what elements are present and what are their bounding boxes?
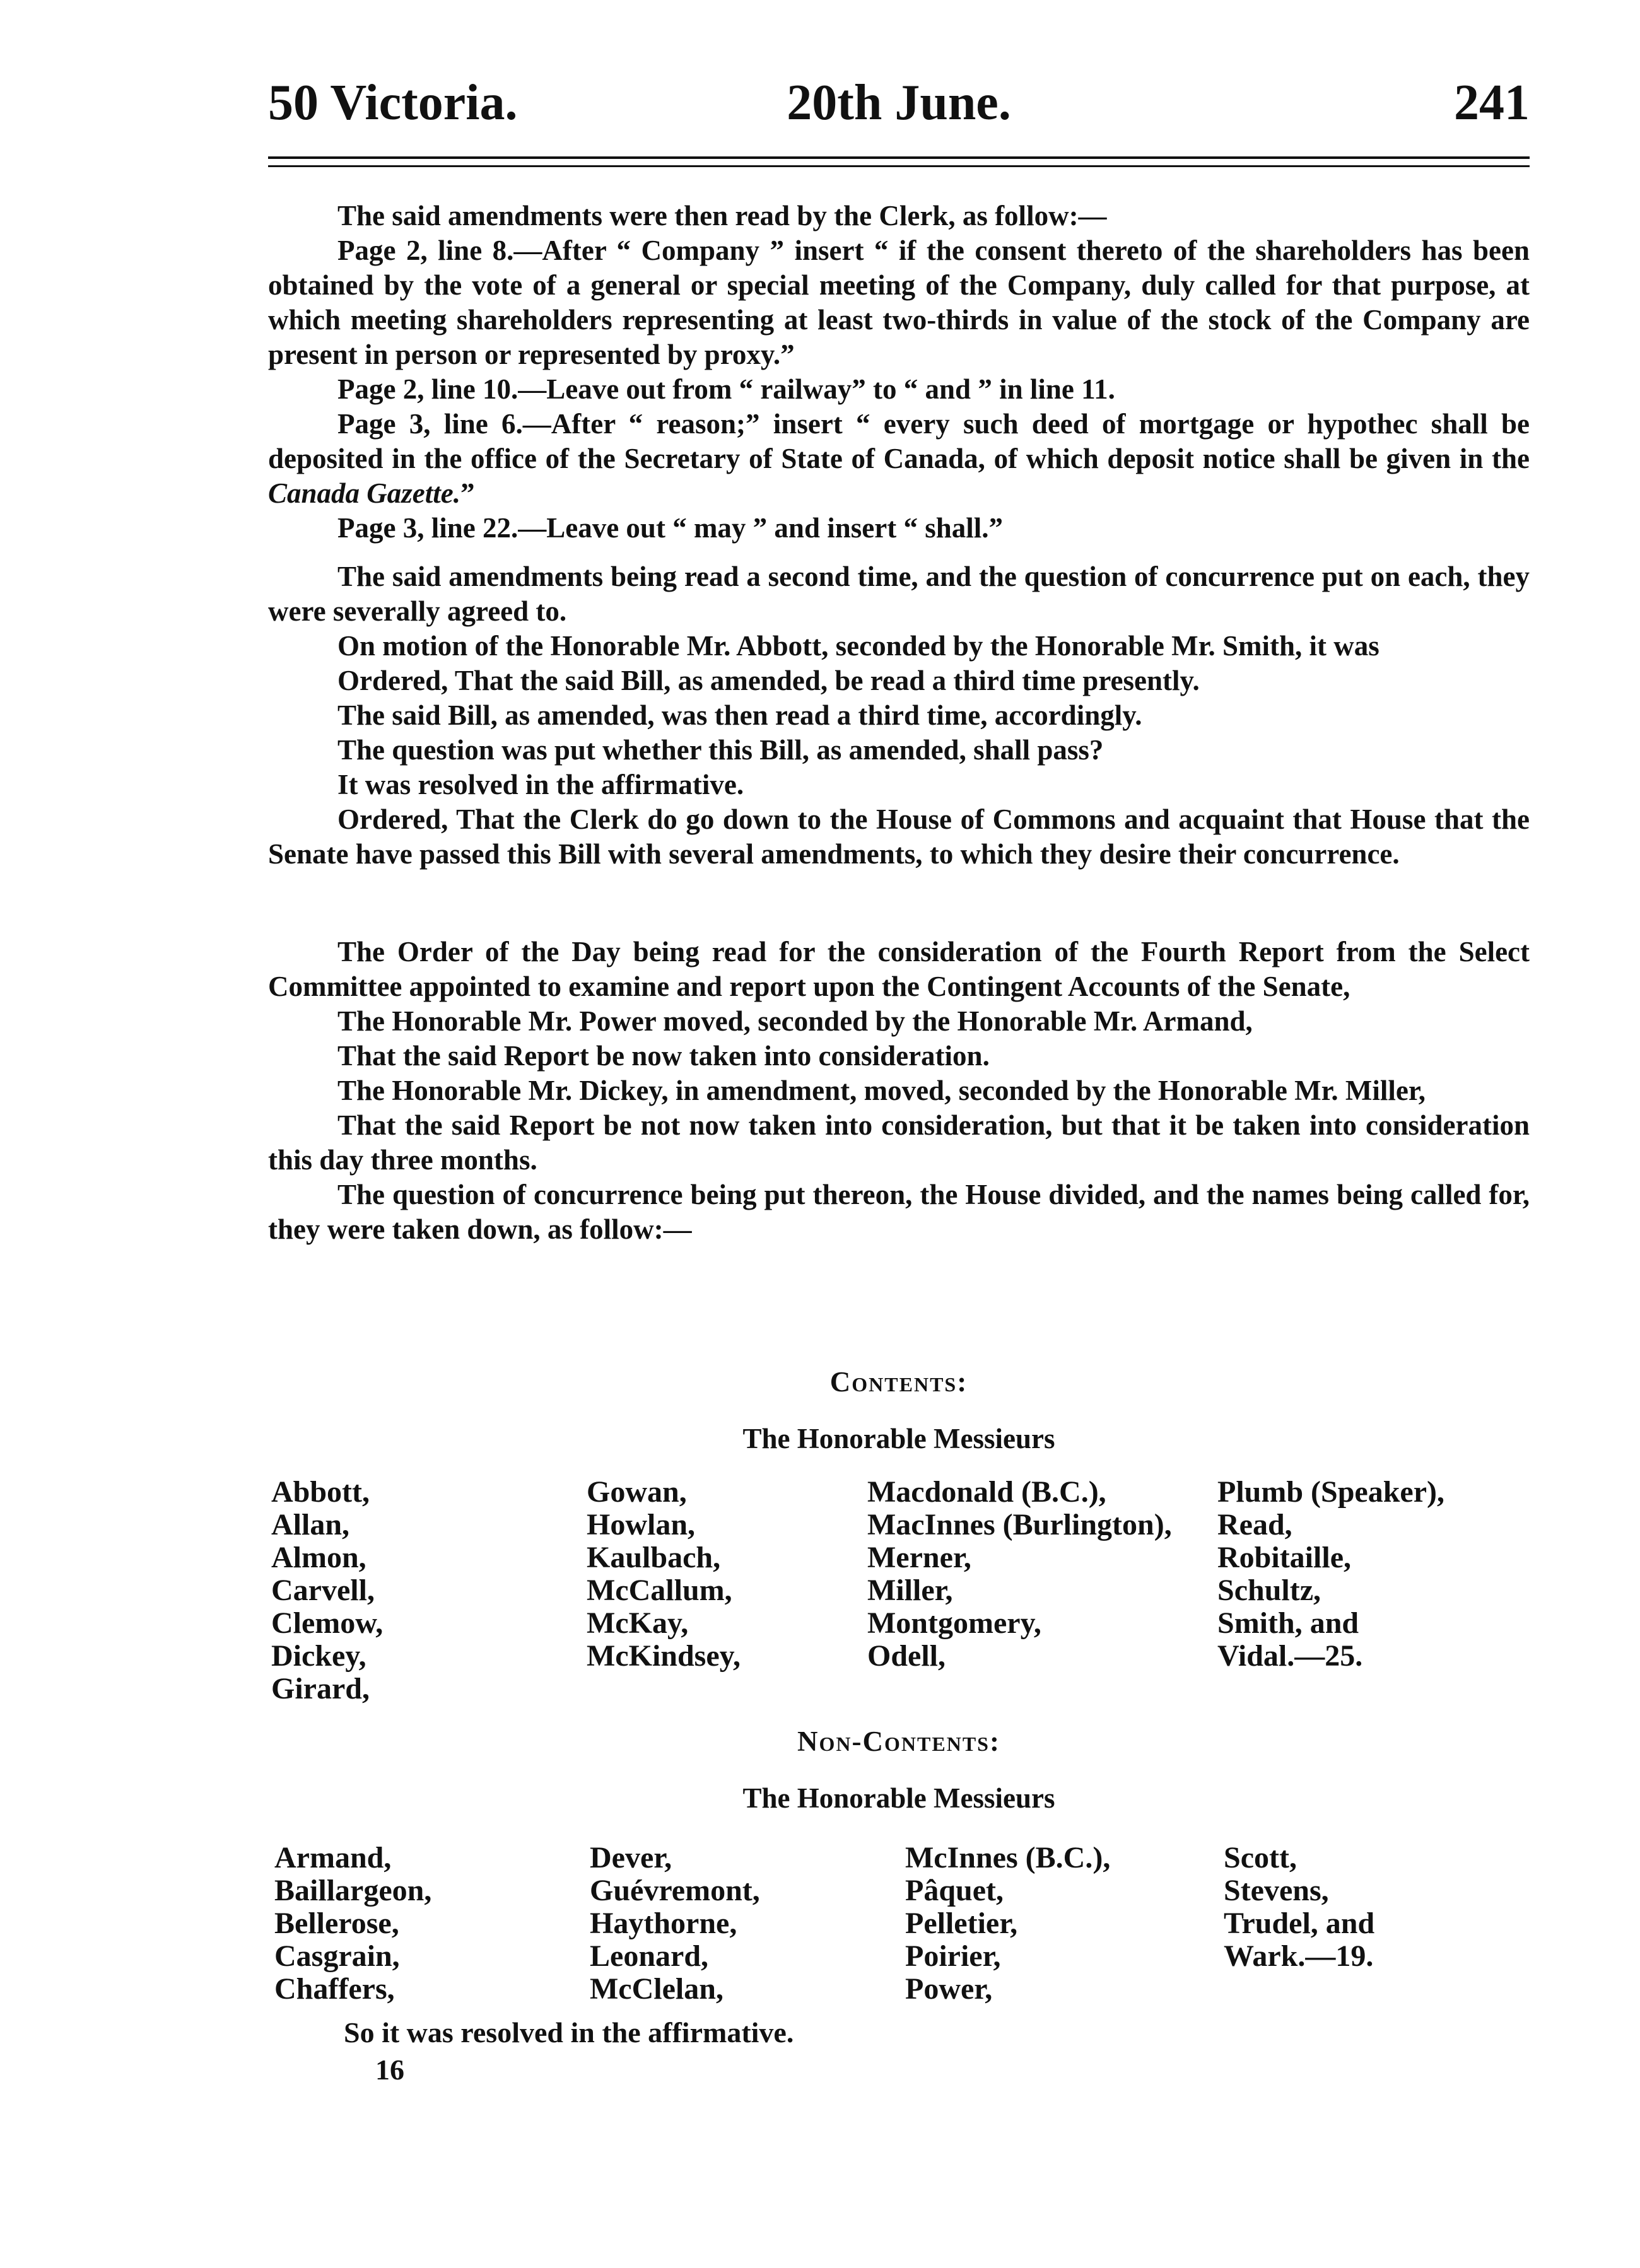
member-name: Pâquet, <box>905 1874 1004 1907</box>
paragraph: That the said Report be not now taken into consideration, but that it be taken into consideration this day three months. <box>268 1109 1530 1176</box>
member-name: McInnes (B.C.), <box>905 1841 1111 1874</box>
paragraph: The said Bill, as amended, was then read a third time, accordingly. <box>337 699 1142 731</box>
member-name: Robitaille, <box>1217 1541 1351 1574</box>
contents-list <box>268 1476 1530 1716</box>
member-name: Haythorne, <box>590 1907 737 1940</box>
paragraph: The Order of the Day being read for the consideration of the Fourth Report from the Select Committee appointed to examine and report upon the Contingent Accounts of the Senate, <box>268 936 1530 1002</box>
member-name: McKindsey, <box>587 1639 741 1673</box>
contents-column-4 <box>1217 1476 1444 1673</box>
signature-mark: 16 <box>375 2054 404 2086</box>
member-name: Dickey, <box>271 1639 366 1673</box>
page-header <box>268 74 1530 131</box>
paragraph: The Honorable Mr. Dickey, in amendment, moved, seconded by the Honorable Mr. Miller, <box>337 1075 1426 1106</box>
member-name: Baillargeon, <box>274 1874 432 1907</box>
paragraph: That the said Report be now taken into consideration. <box>337 1040 990 1072</box>
non-contents-column-3 <box>905 1842 1110 2006</box>
contents-column-1 <box>271 1476 383 1705</box>
paragraph: Page 2, line 10.—Leave out from “ railway” to “ and ” in line 11. <box>337 373 1115 405</box>
member-name: McClelan, <box>590 1972 723 2006</box>
member-name: Trudel, and <box>1224 1907 1375 1940</box>
closing-quote: ” <box>460 477 475 509</box>
non-contents-list <box>268 1842 1530 2018</box>
member-name: McCallum, <box>587 1574 732 1607</box>
paragraph: The said amendments were then read by the Clerk, as follow:— <box>337 200 1107 231</box>
member-name: Gowan, <box>587 1475 687 1509</box>
member-name: Plumb (Speaker), <box>1217 1475 1444 1509</box>
member-name: Wark.—19. <box>1224 1939 1374 1973</box>
member-name: Merner, <box>867 1541 971 1574</box>
non-contents-column-4 <box>1224 1842 1374 1973</box>
member-name: Pelletier, <box>905 1907 1018 1940</box>
paragraph: Page 3, line 22.—Leave out “ may ” and insert “ shall.” <box>337 512 1003 544</box>
member-name: Miller, <box>867 1574 953 1607</box>
member-name: Abbott, <box>271 1475 370 1509</box>
member-name: Armand, <box>274 1841 392 1874</box>
non-contents-heading: Non-Contents: <box>797 1726 1000 1757</box>
paragraph: It was resolved in the affirmative. <box>337 769 744 800</box>
member-name: Allan, <box>271 1508 350 1541</box>
member-name: Poirier, <box>905 1939 1001 1973</box>
member-name: Scott, <box>1224 1841 1297 1874</box>
paragraph: On motion of the Honorable Mr. Abbott, seconded by the Honorable Mr. Smith, it was <box>337 630 1379 662</box>
contents-heading: Contents: <box>829 1366 968 1398</box>
paragraph: Ordered, That the said Bill, as amended, be read a third time presently. <box>337 665 1200 696</box>
member-name: Stevens, <box>1224 1874 1329 1907</box>
paragraph: Ordered, That the Clerk do go down to the House of Commons and acquaint that House that the Senate have passed this Bill with several amendments, to which they desire their concurrence. <box>268 804 1530 870</box>
member-name: Casgrain, <box>274 1939 400 1973</box>
non-contents-subheading: The Honorable Messieurs <box>742 1782 1055 1814</box>
member-name: Howlan, <box>587 1508 696 1541</box>
contents-column-3 <box>867 1476 1172 1673</box>
member-name: Bellerose, <box>274 1907 399 1940</box>
member-name: Kaulbach, <box>587 1541 721 1574</box>
non-contents-column-1 <box>274 1842 431 2006</box>
member-name: McKay, <box>587 1606 689 1640</box>
member-name: Macdonald (B.C.), <box>867 1475 1106 1509</box>
header-date: 20th June. <box>787 75 1011 131</box>
contents-subheading: The Honorable Messieurs <box>742 1423 1055 1454</box>
paragraph: The question of concurrence being put thereon, the House divided, and the names being called for, they were taken down, as follow:— <box>268 1179 1530 1245</box>
paragraph-text: Page 3, line 6.—After “ reason;” insert “ every such deed of mortgage or hypothec shall be deposited in the office of the Secretary of State of Canada, of which deposit notice shall be given in the <box>268 408 1530 474</box>
member-name: Schultz, <box>1217 1574 1321 1607</box>
member-name: Leonard, <box>590 1939 709 1973</box>
member-name: Vidal.—25. <box>1217 1639 1363 1673</box>
member-name: Guévremont, <box>590 1874 760 1907</box>
amendments-section <box>268 199 1530 1247</box>
member-name: Odell, <box>867 1639 946 1673</box>
member-name: MacInnes (Burlington), <box>867 1508 1172 1541</box>
division-result: So it was resolved in the affirmative. <box>344 2016 794 2049</box>
paragraph: The question was put whether this Bill, as amended, shall pass? <box>337 734 1104 766</box>
header-rule-double <box>268 165 1530 167</box>
paragraph: The said amendments being read a second time, and the question of concurrence put on each, they were severally agreed to. <box>268 561 1530 627</box>
page-number: 241 <box>1454 75 1530 131</box>
member-name: Almon, <box>271 1541 366 1574</box>
contents-column-2 <box>587 1476 741 1673</box>
member-name: Chaffers, <box>274 1972 395 2006</box>
member-name: Carvell, <box>271 1574 375 1607</box>
header-rule <box>268 156 1530 159</box>
member-name: Clemow, <box>271 1606 384 1640</box>
paragraph: Page 2, line 8.—After “ Company ” insert “ if the consent thereto of the shareholders has been obtained by the vote of a general or special meeting of the Company, duly called for that purpose, at which meeting shareholders representing at least two-thirds in value of the stock of the Company are present in person or represented by proxy.” <box>268 235 1530 370</box>
member-name: Montgomery, <box>867 1606 1041 1640</box>
non-contents-column-2 <box>590 1842 760 2006</box>
paragraph: The Honorable Mr. Power moved, seconded by the Honorable Mr. Armand, <box>337 1005 1253 1037</box>
member-name: Smith, and <box>1217 1606 1359 1640</box>
member-name: Dever, <box>590 1841 672 1874</box>
member-name: Girard, <box>271 1672 370 1705</box>
header-session: 50 Victoria. <box>268 75 518 131</box>
member-name: Power, <box>905 1972 993 2006</box>
paragraph <box>268 407 1530 511</box>
member-name: Read, <box>1217 1508 1292 1541</box>
gazette-title: Canada Gazette. <box>268 477 461 509</box>
